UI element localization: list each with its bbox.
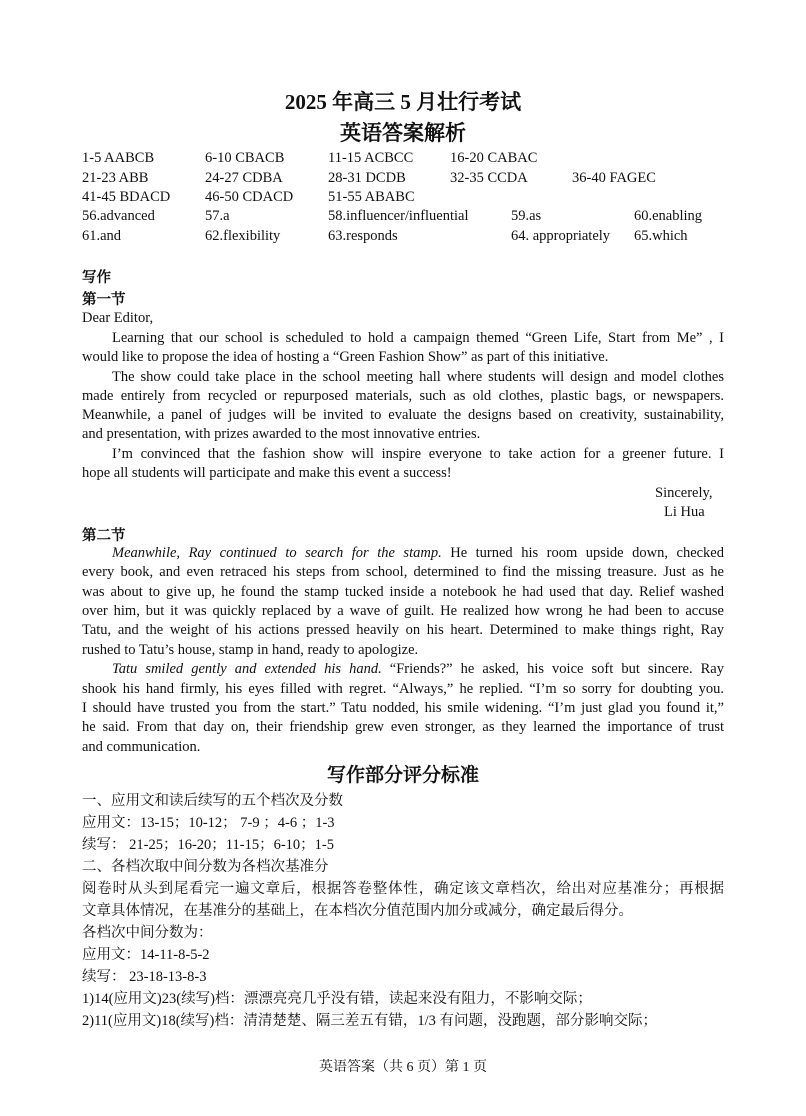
answer-item: 16-20 CABAC	[450, 150, 538, 166]
scoring-line: 续写： 21-25；16-20；11-15；6-10；1-5	[82, 837, 334, 853]
scoring-line: 一、应用文和读后续写的五个档次及分数	[82, 793, 343, 809]
answer-item: 28-31 DCDB	[328, 170, 406, 186]
story-line: over him, but it was quickly replaced by a wave of guilt. He realized how wrong he had been to accuse	[82, 603, 724, 619]
scoring-line: 1)14(应用文)23(续写)档：漂漂亮亮几乎没有错，读起来没有阻力，不影响交际；	[82, 991, 592, 1007]
answer-item: 51-55 ABABC	[328, 189, 415, 205]
answer-item: 64. appropriately	[511, 228, 611, 244]
answer-item: 21-23 ABB	[82, 170, 149, 186]
scoring-line: 2)11(应用文)18(续写)档：清清楚楚、隔三差五有错，1/3 有问题，没跑题，部分影响交际；	[82, 1013, 658, 1029]
story-line	[82, 661, 724, 680]
section2-heading: 第二节	[82, 528, 126, 544]
letter-line: The show could take place in the school meeting hall where students will design and model clothes	[112, 369, 724, 385]
story-prompt-1: Meanwhile, Ray continued to search for the stamp.	[112, 545, 442, 561]
scoring-line: 文章具体情况，在基准分的基础上，在本档次分值范围内加分或减分，确定最后得分。	[82, 903, 633, 919]
exam-title: 2025 年高三 5 月壮行考试	[284, 90, 522, 114]
answer-item: 65.which	[634, 228, 688, 244]
story-line: was about to give up, he found the stamp tucked inside a notebook he had used that day. Relief washed	[82, 584, 724, 600]
answer-item: 62.flexibility	[205, 228, 281, 244]
answer-item: 60.enabling	[634, 208, 703, 224]
story-line: rushed to Tatu’s house, stamp in hand, ready to apologize.	[82, 642, 419, 658]
story-line	[82, 545, 724, 564]
letter-salutation: Dear Editor,	[82, 310, 154, 326]
story-text: He turned his room upside down, checked	[441, 545, 724, 561]
story-line: he said. From that day on, their friendship grew even stronger, as they learned the importance of trust	[82, 719, 724, 735]
story-line: shook his hand firmly, his eyes filled with regret. “Always,” he replied. “I’m so sorry for doubting you.	[82, 681, 724, 697]
scoring-line: 阅卷时从头到尾看完一遍文章后，根据答卷整体性，确定该文章档次，给出对应基准分；再根据	[82, 881, 724, 897]
letter-closing: Sincerely,	[655, 485, 713, 501]
scoring-line: 各档次中间分数为：	[82, 925, 213, 941]
scoring-line: 二、各档次取中间分数为各档次基准分	[82, 859, 329, 875]
answer-item: 36-40 FAGEC	[572, 170, 656, 186]
scoring-line: 应用文：13-15；10-12； 7-9 ；4-6 ；1-3	[82, 815, 335, 831]
answer-item: 1-5 AABCB	[82, 150, 155, 166]
answer-item: 6-10 CBACB	[205, 150, 285, 166]
writing-heading: 写作	[82, 270, 111, 286]
story-line: and communication.	[82, 739, 201, 755]
letter-line: hope all students will participate and make this event a success!	[82, 465, 452, 481]
story-prompt-2: Tatu smiled gently and extended his hand.	[112, 661, 382, 677]
letter-line: and presentation, with prizes awarded to the most innovative entries.	[82, 426, 481, 442]
answer-item: 61.and	[82, 228, 122, 244]
answer-item: 56.advanced	[82, 208, 155, 224]
answer-item: 63.responds	[328, 228, 398, 244]
letter-line: I’m convinced that the fashion show will inspire everyone to take action for a greener future. I	[112, 446, 724, 462]
letter-line: Learning that our school is scheduled to hold a campaign themed “Green Life, Start from Me” , I	[112, 330, 724, 346]
answer-item: 24-27 CDBA	[205, 170, 283, 186]
letter-line: Meanwhile, a panel of judges will be invited to evaluate the designs based on creativity, sustainability,	[82, 407, 724, 423]
answer-item: 32-35 CCDA	[450, 170, 528, 186]
answer-item: 59.as	[511, 208, 542, 224]
exam-subtitle: 英语答案解析	[340, 121, 466, 145]
letter-signature: Li Hua	[664, 504, 705, 520]
letter-line: would like to propose the idea of hosting a “Green Fashion Show” as part of this initiative.	[82, 349, 609, 365]
section1-heading: 第一节	[82, 292, 126, 308]
answer-item: 46-50 CDACD	[205, 189, 294, 205]
scoring-line: 应用文：14-11-8-5-2	[82, 947, 210, 963]
story-line: Tatu, and the weight of his actions pressed heavily on his heart. Determined to make things right, Ray	[82, 622, 724, 638]
scoring-title: 写作部分评分标准	[326, 765, 479, 786]
story-line: I should have trusted you from the start.” Tatu nodded, his smile widening. “I’m just glad you found it,”	[82, 700, 724, 716]
scoring-line: 续写： 23-18-13-8-3	[82, 969, 207, 985]
answer-item: 11-15 ACBCC	[328, 150, 414, 166]
story-text: “Friends?” he asked, his voice soft but sincere. Ray	[381, 661, 724, 677]
answer-item: 41-45 BDACD	[82, 189, 171, 205]
answer-item: 58.influencer/influential	[328, 208, 469, 224]
answer-item: 57.a	[205, 208, 230, 224]
letter-line: made entirely from recycled or repurposed materials, such as old clothes, plastic bags, or newspapers.	[82, 388, 724, 404]
story-line: every book, and even retraced his steps from school, determined to find the missing treasure. Just as he	[82, 564, 724, 580]
page-footer: 英语答案（共 6 页）第 1 页	[319, 1060, 487, 1075]
